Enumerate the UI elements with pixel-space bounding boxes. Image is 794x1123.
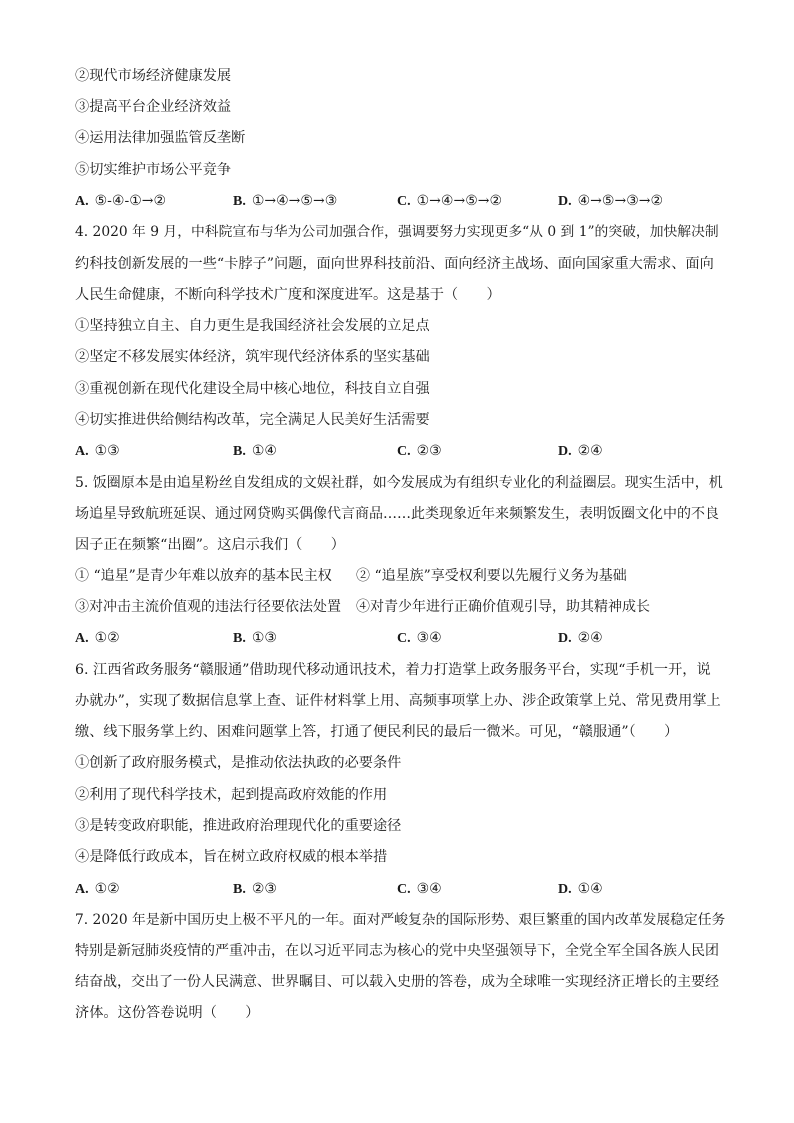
q4-item-2: ②坚定不移发展实体经济，筑牢现代经济体系的坚实基础 bbox=[75, 349, 430, 365]
q4-stem-line-3: 人民生命健康，不断向科学技术广度和深度进军。这是基于（ ） bbox=[75, 287, 501, 303]
q5-option-c[interactable]: C. ③④ bbox=[397, 630, 442, 646]
q5-option-a[interactable]: A. ①② bbox=[75, 630, 120, 646]
q5-options bbox=[75, 628, 725, 648]
q4-stem-line-2: 约科技创新发展的一些“卡脖子”问题，面向世界科技前沿、面向经济主战场、面向国家重大需求、面向 bbox=[75, 256, 714, 272]
q7-stem-line-1: 7. 2020 年是新中国历史上极不平凡的一年。面对严峻复杂的国际形势、艰巨繁重的国内改革发展稳定任务 bbox=[75, 912, 726, 928]
q5-item-row-2 bbox=[75, 597, 725, 617]
q3-options bbox=[75, 191, 725, 211]
q4-stem-line-1: 4. 2020 年 9 月，中科院宣布与华为公司加强合作，强调要努力实现更多“从 0 到 1”的突破，加快解决制 bbox=[75, 224, 719, 240]
q6-option-b[interactable]: B. ②③ bbox=[233, 881, 277, 897]
q3-option-b[interactable]: B. ①→④→⑤→③ bbox=[233, 193, 338, 209]
q6-stem-line-1: 6. 江西省政务服务“赣服通”借助现代移动通讯技术，着力打造掌上政务服务平台，实现“手机一开，说 bbox=[75, 662, 711, 678]
q5-stem-line-3: 因子正在频繁“出圈”。这启示我们（ ） bbox=[75, 537, 345, 553]
q5-option-d[interactable]: D. ②④ bbox=[558, 630, 603, 646]
q5-item-row-1 bbox=[75, 566, 725, 586]
q6-options bbox=[75, 879, 725, 899]
q6-option-c[interactable]: C. ③④ bbox=[397, 881, 442, 897]
q4-option-c[interactable]: C. ②③ bbox=[397, 443, 442, 459]
q6-option-a[interactable]: A. ①② bbox=[75, 881, 120, 897]
q4-item-3: ③重视创新在现代化建设全局中核心地位，科技自立自强 bbox=[75, 381, 430, 397]
q7-stem-line-4: 济体。这份答卷说明（ ） bbox=[75, 1005, 260, 1021]
q4-option-a[interactable]: A. ①③ bbox=[75, 443, 120, 459]
q3-option-c[interactable]: C. ①→④→⑤→② bbox=[397, 193, 503, 209]
q4-options bbox=[75, 441, 725, 461]
q4-item-1: ①坚持独立自主、自力更生是我国经济社会发展的立足点 bbox=[75, 318, 430, 334]
q3-item-2: ②现代市场经济健康发展 bbox=[75, 68, 232, 84]
q5-stem-line-2: 场追星导致航班延误、通过网贷购买偶像代言商品……此类现象近年来频繁发生，表明饭圈文化中的不良 bbox=[75, 506, 719, 522]
q6-item-2: ②利用了现代科学技术，起到提高政府效能的作用 bbox=[75, 787, 388, 803]
q6-item-3: ③是转变政府职能，推进政府治理现代化的重要途径 bbox=[75, 818, 402, 834]
q7-stem-line-3: 结奋战，交出了一份人民满意、世界瞩目、可以载入史册的答卷，成为全球唯一实现经济正增长的主要经 bbox=[75, 974, 719, 990]
q6-item-1: ①创新了政府服务模式，是推动依法执政的必要条件 bbox=[75, 755, 402, 771]
q6-item-4: ④是降低行政成本，旨在树立政府权威的根本举措 bbox=[75, 849, 388, 865]
q3-item-3: ③提高平台企业经济效益 bbox=[75, 99, 232, 115]
q5-option-b[interactable]: B. ①③ bbox=[233, 630, 277, 646]
q5-item-2: ② “追星族”享受权利要以先履行义务为基础 bbox=[356, 568, 627, 584]
q6-stem-line-2: 办就办”，实现了数据信息掌上查、证件材料掌上用、高频事项掌上办、涉企政策掌上兑、常见费用掌上 bbox=[75, 693, 721, 709]
q3-item-4: ④运用法律加强监管反垄断 bbox=[75, 130, 246, 146]
q5-item-1: ① “追星”是青少年难以放弃的基本民主权 bbox=[75, 568, 332, 584]
q4-item-4: ④切实推进供给侧结构改革，完全满足人民美好生活需要 bbox=[75, 412, 430, 428]
q3-option-a[interactable]: A. ⑤-④-①→② bbox=[75, 193, 167, 209]
q4-option-d[interactable]: D. ②④ bbox=[558, 443, 603, 459]
q4-option-b[interactable]: B. ①④ bbox=[233, 443, 277, 459]
q6-stem-line-3: 缴、线下服务掌上约、困难问题掌上答，打通了便民利民的最后一微米。可见，“赣服通”（ ） bbox=[75, 724, 679, 740]
q3-item-5: ⑤切实维护市场公平竞争 bbox=[75, 162, 232, 178]
q3-option-d[interactable]: D. ④→⑤→③→② bbox=[558, 193, 664, 209]
q5-item-4: ④对青少年进行正确价值观引导，助其精神成长 bbox=[356, 599, 650, 615]
q5-item-3: ③对冲击主流价值观的违法行径要依法处置 bbox=[75, 599, 341, 615]
q5-stem-line-1: 5. 饭圈原本是由追星粉丝自发组成的文娱社群，如今发展成为有组织专业化的利益圈层。现实生活中，机 bbox=[75, 475, 723, 491]
q6-option-d[interactable]: D. ①④ bbox=[558, 881, 603, 897]
q7-stem-line-2: 特别是新冠肺炎疫情的严重冲击，在以习近平同志为核心的党中央坚强领导下，全党全军全国各族人民团 bbox=[75, 943, 719, 959]
